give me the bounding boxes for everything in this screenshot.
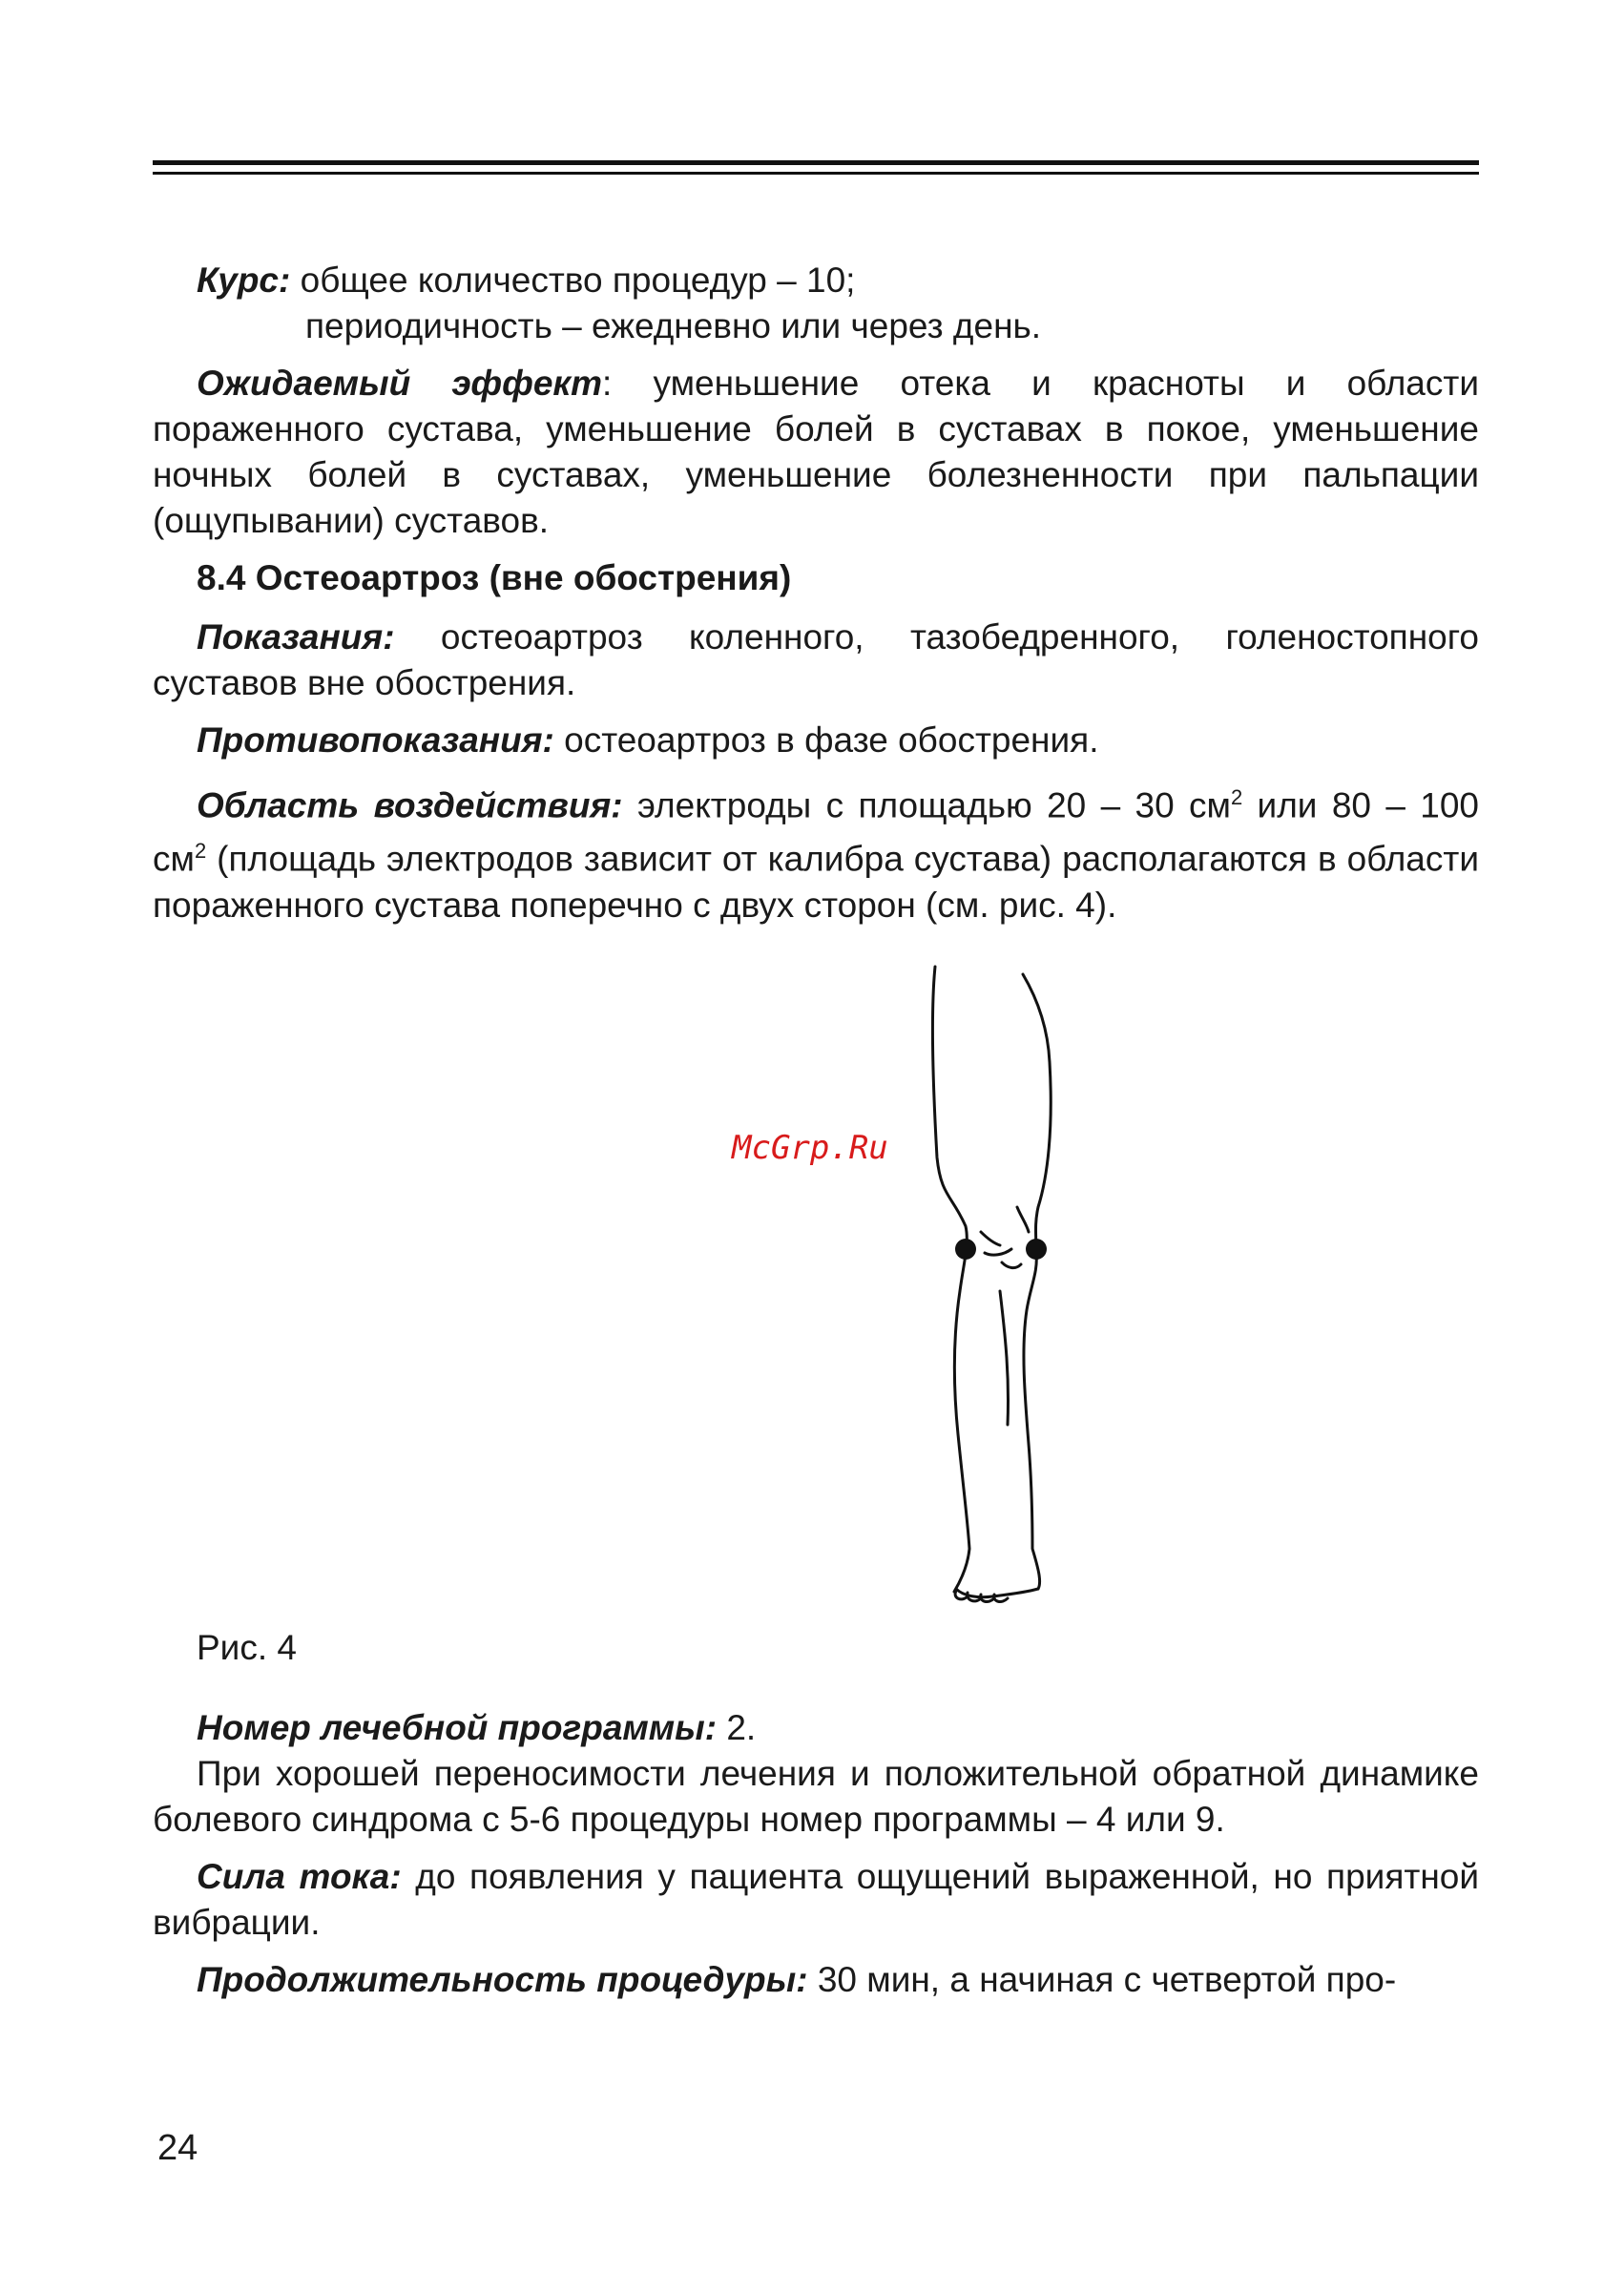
duration-label: Продолжительность процедуры:	[197, 1959, 808, 1999]
current-paragraph	[153, 1854, 1479, 1946]
contraindications-label: Противопоказания:	[197, 720, 554, 760]
program-line	[153, 1705, 1479, 1751]
electrode-right	[1026, 1239, 1047, 1260]
area-paragraph	[153, 775, 1479, 928]
contraindications-paragraph	[153, 718, 1479, 763]
leg-outline-left	[932, 967, 969, 1592]
current-text: до появления у пациента ощущений выраженной, но приятной вибрации.	[153, 1856, 1479, 1942]
program-label: Номер лечебной программы:	[197, 1707, 718, 1747]
current-label: Сила тока:	[197, 1856, 402, 1896]
effect-paragraph	[153, 361, 1479, 544]
knee-detail-3	[1002, 1262, 1021, 1268]
contraindications-text: остеоартроз в фазе обострения.	[553, 720, 1099, 760]
knee-detail-4	[1017, 1207, 1029, 1232]
area-text-b: или 80 – 100 см	[153, 785, 1479, 879]
course-line-1	[153, 258, 1479, 303]
electrode-left	[955, 1239, 976, 1260]
course-total: общее количество процедур – 10;	[300, 261, 856, 300]
figure-leg	[153, 957, 1479, 1625]
figure-caption: Рис. 4	[197, 1627, 297, 1667]
leg-illustration	[735, 957, 1078, 1606]
program-note: При хорошей переносимости лечения и положительной обратной динамике болевого синдрома с 5-6 процедуры номер программы – 4 или 9.	[153, 1753, 1479, 1839]
course-label: Курс:	[197, 261, 291, 300]
page-number: 24	[157, 2128, 198, 2168]
area-sup-a: 2	[1230, 785, 1243, 809]
watermark: McGrp.Ru	[732, 1129, 888, 1167]
effect-text: : уменьшение отека и красноты и области пораженного сустава, уменьшение болей в суставах в покое, уменьшение ночных болей в суставах, уменьшение болезненности при пальпации (ощупывании) суставов.	[153, 364, 1479, 540]
indications-label: Показания:	[197, 617, 395, 657]
section-heading: 8.4 Остеоартроз (вне обострения)	[197, 558, 792, 597]
course-line-2: периодичность – ежедневно или через день.	[305, 306, 1042, 345]
program-value: 2.	[717, 1707, 757, 1747]
duration-paragraph	[153, 1957, 1479, 2003]
knee-detail-1	[981, 1232, 1000, 1245]
indications-paragraph	[153, 615, 1479, 706]
area-text-c: (площадь электродов зависит от калибра сустава) располагаются в области пораженного сустава поперечно с двух сторон (см. рис. 4).	[153, 839, 1479, 925]
course-paragraph	[153, 258, 1479, 349]
shin-line	[1000, 1291, 1009, 1425]
duration-text: 30 мин, а начиная с четвертой про-	[807, 1959, 1397, 1999]
header-rule-bottom	[153, 172, 1479, 175]
area-label: Область воздействия:	[197, 785, 623, 825]
indications-text: остеоартроз коленного, тазобедренного, голеностопного суставов вне обострения.	[153, 617, 1479, 702]
area-sup-b: 2	[194, 839, 207, 864]
effect-label: Ожидаемый эффект	[197, 364, 603, 403]
area-text-a: электроды с площадью 20 – 30 см	[622, 785, 1231, 825]
knee-detail-2	[985, 1249, 1011, 1255]
leg-outline-right	[1023, 974, 1051, 1589]
header-rule-top	[153, 160, 1479, 165]
